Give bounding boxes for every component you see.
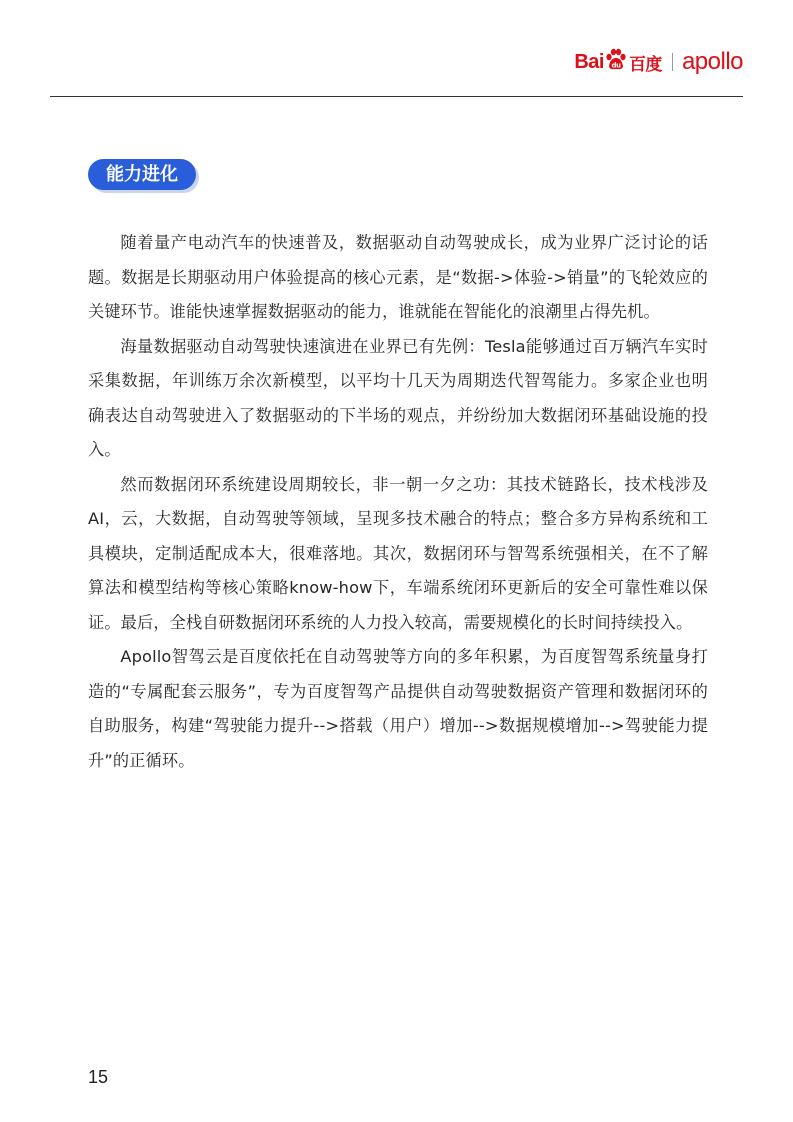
paragraph: 随着量产电动汽车的快速普及，数据驱动自动驾驶成长，成为业界广泛讨论的话题。数据是长期驱动用户体验提高的核心元素，是“数据->体验->销量”的飞轮效应的关键环节。谁能快速掌握数据驱动的能力，谁就能在智能化的浪潮里占得先机。: [88, 233, 708, 321]
baidu-logo-latin: Bai: [574, 50, 604, 73]
section-title-badge: 能力进化: [88, 159, 196, 190]
header-rule: [50, 96, 743, 97]
brand-logos: [574, 44, 743, 80]
body-text: [88, 226, 708, 778]
paragraph: 然而数据闭环系统建设周期较长，非一朝一夕之功：其技术链路长，技术栈涉及AI，云，大数据，自动驾驶等领域，呈现多技术融合的特点；整合多方异构系统和工具模块，定制适配成本大，很难落地。其次，数据闭环与智驾系统强相关，在不了解算法和模型结构等核心策略know-how下，车端系统闭环更新后的安全可靠性难以保证。最后，全栈自研数据闭环系统的人力投入较高，需要规模化的长时间持续投入。: [88, 474, 708, 632]
apollo-logo: apollo: [681, 48, 743, 75]
baidu-logo: [574, 50, 662, 75]
svg-text:du: du: [611, 61, 621, 70]
page-header: [0, 0, 793, 97]
logo-divider: [672, 53, 673, 71]
paw-icon: [605, 48, 627, 70]
page-number: 15: [88, 1067, 109, 1087]
paragraph: Apollo智驾云是百度依托在自动驾驶等方向的多年积累，为百度智驾系统量身打造的“专属配套云服务”，专为百度智驾产品提供自动驾驶数据资产管理和数据闭环的自助服务，构建“驾驶能力提升-->搭载（用户）增加-->数据规模增加-->驾驶能力提升”的正循环。: [88, 647, 708, 770]
paragraph: 海量数据驱动自动驾驶快速演进在业界已有先例：Tesla能够通过百万辆汽车实时采集数据，年训练万余次新模型，以平均十几天为周期迭代智驾能力。多家企业也明确表达自动驾驶进入了数据驱动的下半场的观点，并纷纷加大数据闭环基础设施的投入。: [88, 336, 708, 459]
baidu-logo-chinese: 百度: [628, 54, 662, 75]
